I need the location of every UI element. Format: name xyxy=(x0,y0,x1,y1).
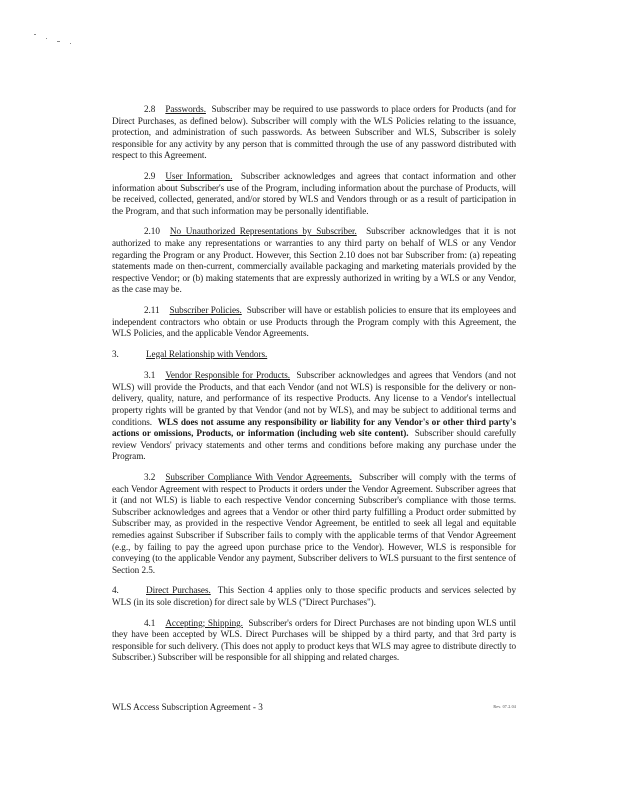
clause-text-continued: Subscriber should carefully review Vendors' privacy statements and other terms and conditions before making any purchase under the Program. xyxy=(112,428,517,462)
section-number: 3. xyxy=(112,348,119,359)
scan-speck xyxy=(46,38,47,39)
clause-4-1 xyxy=(112,618,516,664)
clause-number: 3.2 xyxy=(144,472,156,483)
scan-speck xyxy=(70,43,71,44)
section-text: This Section 4 applies only to those specific products and services selected by WLS (in its sole discretion) for direct sale by WLS ("Direct Purchases"). xyxy=(112,585,516,607)
clause-disclaimer: WLS does not assume any responsibility or liability for any Vendor's or other third party's actions or omissions, Products, or information (including web site content). xyxy=(112,416,517,439)
clause-2-8 xyxy=(112,104,516,162)
clause-text: Subscriber acknowledges and agrees that contact information and other information about Subscriber's use of the Program, including information about the purchase of Products, will be received, collected, generated, and/or stored by WLS and Vendors through or as a result of participation in the Program, and that such information may be personally identifiable. xyxy=(112,170,516,216)
clause-3-1 xyxy=(112,370,516,463)
clause-3-2 xyxy=(112,472,516,576)
clause-number: 2.8 xyxy=(144,104,156,114)
clause-heading: No Unauthorized Representations by Subscriber. xyxy=(169,226,357,237)
clause-number: 2.10 xyxy=(144,226,160,237)
clause-number: 2.9 xyxy=(144,170,156,181)
clause-number: 3.1 xyxy=(144,370,156,381)
section-3-heading xyxy=(112,349,516,361)
clause-number: 4.1 xyxy=(144,617,156,628)
section-4 xyxy=(112,585,516,608)
clause-text: Subscriber acknowledges that it is not authorized to make any representations or warranties to any third party on behalf of WLS or any Vendor regarding the Program or any Product. However, this Section 2.10 does not bar Subscriber from: (a) repeating statements made on then-current, commercially available packaging and marketing materials provided by the respective Vendor; or (b) making statements that are expressly authorized in writing by a WLS or any Vendor, as the case may be. xyxy=(112,226,517,295)
footer-revision: Rev. 07.2.04 xyxy=(493,704,516,709)
scan-speck xyxy=(34,34,36,35)
scan-speck xyxy=(57,41,60,42)
clause-text: Subscriber will have or establish policies to ensure that its employees and independent contractors who obtain or use Products through the Program comply with this Agreement, the WLS Policies, and the applicable Vendor Agreements. xyxy=(112,304,517,339)
clause-heading: Vendor Responsible for Products. xyxy=(165,370,291,381)
section-title: Legal Relationship with Vendors. xyxy=(146,348,268,359)
clause-2-10 xyxy=(112,226,516,296)
clause-text: Subscriber may be required to use passwords to place orders for Products (and for Direct Purchases, as defined below). Subscriber will comply with the WLS Policies relating to the issuance, protection, and administration of such passwords. As between Subscriber and WLS, Subscriber is solely responsible for any activity by any person that is committed through the use of any password distributed with respect to this Agreement. xyxy=(112,104,516,161)
clause-heading: Subscriber Compliance With Vendor Agreements. xyxy=(165,472,352,483)
footer-title: WLS Access Subscription Agreement - 3 xyxy=(112,702,263,712)
clause-text: Subscriber acknowledges and agrees that Vendors (and not WLS) will provide the Products, and that each Vendor (and not WLS) is responsible for the delivery or non-delivery, quality, nature, and performance of its respective Products. Any license to a Vendor's intellectual property rights will be granted by that Vendor (and not by WLS), and may be subject to additional terms and conditions. xyxy=(112,370,516,427)
section-title: Direct Purchases. xyxy=(146,585,211,596)
clause-2-11 xyxy=(112,305,516,340)
clause-number: 2.11 xyxy=(144,304,160,315)
clause-text: Subscriber's orders for Direct Purchases are not binding upon WLS until they have been accepted by WLS. Direct Purchases will be shipped by a third party, and that 3rd party is responsible for such delivery. (This does not apply to product keys that WLS may agree to distribute directly to Subscriber.) Subscriber will be responsible for all shipping and related charges. xyxy=(112,617,516,663)
clause-heading: Passwords. xyxy=(165,104,206,114)
document-body xyxy=(112,104,516,673)
clause-heading: Accepting; Shipping. xyxy=(165,617,243,628)
clause-heading: Subscriber Policies. xyxy=(169,304,242,315)
clause-heading: User Information. xyxy=(165,170,233,181)
section-number: 4. xyxy=(112,585,119,596)
clause-text: Subscriber will comply with the terms of each Vendor Agreement with respect to Products it orders under the Vendor Agreement. Subscriber agrees that it (and not WLS) is liable to each respective Vendor concerning Subscriber's compliance with those terms. Subscriber acknowledges and agrees that a Vendor or other third party fulfilling a Product order submitted by Subscriber may, as provided in the respective Vendor Agreement, be entitled to seek all legal and equitable remedies against Subscriber if Subscriber fails to comply with the applicable terms of that Vendor Agreement (e.g., by failing to pay the agreed upon purchase price to the Vendor). However, WLS is responsible for conveying (to the applicable Vendor any payment, Subscriber delivers to WLS pursuant to the first sentence of Section 2.5. xyxy=(112,472,516,575)
clause-2-9 xyxy=(112,171,516,217)
